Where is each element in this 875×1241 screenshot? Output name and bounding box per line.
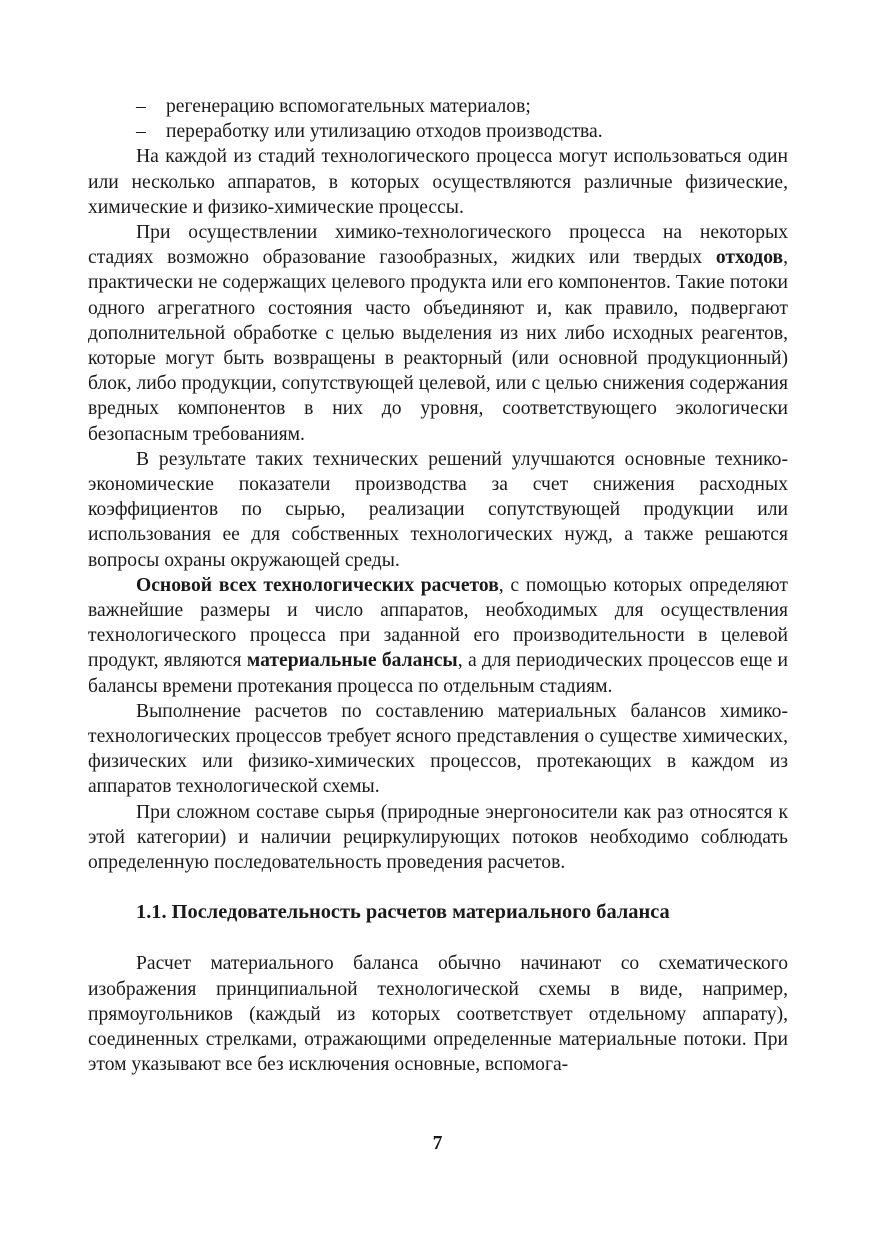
page-number: 7 xyxy=(432,1133,443,1154)
text-run: , с помощью которых определяют важнейшие размеры и число аппаратов, необходимых для осуществления технологического процесса при заданной его производительности в целевой продукт, являются xyxy=(88,574,788,672)
section-heading: 1.1. Последовательность расчетов материального баланса xyxy=(136,901,670,924)
dash-marker: – xyxy=(136,121,146,143)
list-item-text: переработку или утилизацию отходов производства. xyxy=(166,121,603,143)
paragraph-balance-start: Расчет материального баланса обычно начинают со схематического изображения принципиальной технологической схемы в виде, например, прямоугольников (каждый из которых соответствует отдельному аппарату), соединенных стрелками, отражающими определенные материальные потоки. При этом указывают все без исключения основные, вспомога- xyxy=(88,953,788,1076)
list-item xyxy=(88,94,788,119)
text-run: При осуществлении химико-технологического процесса на некоторых стадиях возможно образование газообразных, жидких или твердых xyxy=(88,222,788,269)
bold-term-basis: Основой всех технологических расчетов xyxy=(136,574,499,596)
paragraph-waste xyxy=(88,220,788,447)
text-run: , практически не содержащих целевого продукта или его компонентов. Такие потоки одного агрегатного состояния часто объединяют и, как правило, подвергают дополнительной обработке с целью выделения из них либо исходных реагентов, которые могут быть возвращены в реакторный (или основной продукционный) блок, либо продукции, сопутствующей целевой, или с целью снижения содержания вредных компонентов в них до уровня, соответствующего экологически безопасным требованиям. xyxy=(88,247,788,445)
bold-term-balances: материальные балансы xyxy=(246,650,458,672)
paragraph-calculations: Выполнение расчетов по составлению материальных балансов химико-технологических процессов требует ясного представления о существе химических, физических или физико-химических процессов, протекающих в каждом из аппаратов технологической схемы. xyxy=(88,700,788,798)
page-body xyxy=(88,94,788,1077)
bold-term-waste: отходов xyxy=(715,247,784,269)
paragraph-raw-materials: При сложном составе сырья (природные энергоносители как раз относятся к этой категории) и наличии рециркулирующих потоков необходимо соблюдать определенную последовательность проведения расчетов. xyxy=(88,801,788,874)
paragraph-basis xyxy=(88,573,788,699)
paragraph-results: В результате таких технических решений улучшаются основные технико-экономические показатели производства за счет снижения расходных коэффициентов по сырью, реализации сопутствующей продукции или использования ее для собственных технологических нужд, а также решаются вопросы охраны окружающей среды. xyxy=(88,448,788,571)
paragraph-stages: На каждой из стадий технологического процесса могут использоваться один или несколько аппаратов, в которых осуществляются различные физические, химические и физико-химические процессы. xyxy=(88,146,788,218)
list-item xyxy=(88,119,788,144)
bullet-list xyxy=(88,94,788,144)
dash-marker: – xyxy=(136,96,146,117)
text-run: , а для периодических процессов еще и балансы времени протекания процесса по отдельным стадиям. xyxy=(88,650,789,697)
list-item-text: регенерацию вспомогательных материалов; xyxy=(166,96,531,117)
